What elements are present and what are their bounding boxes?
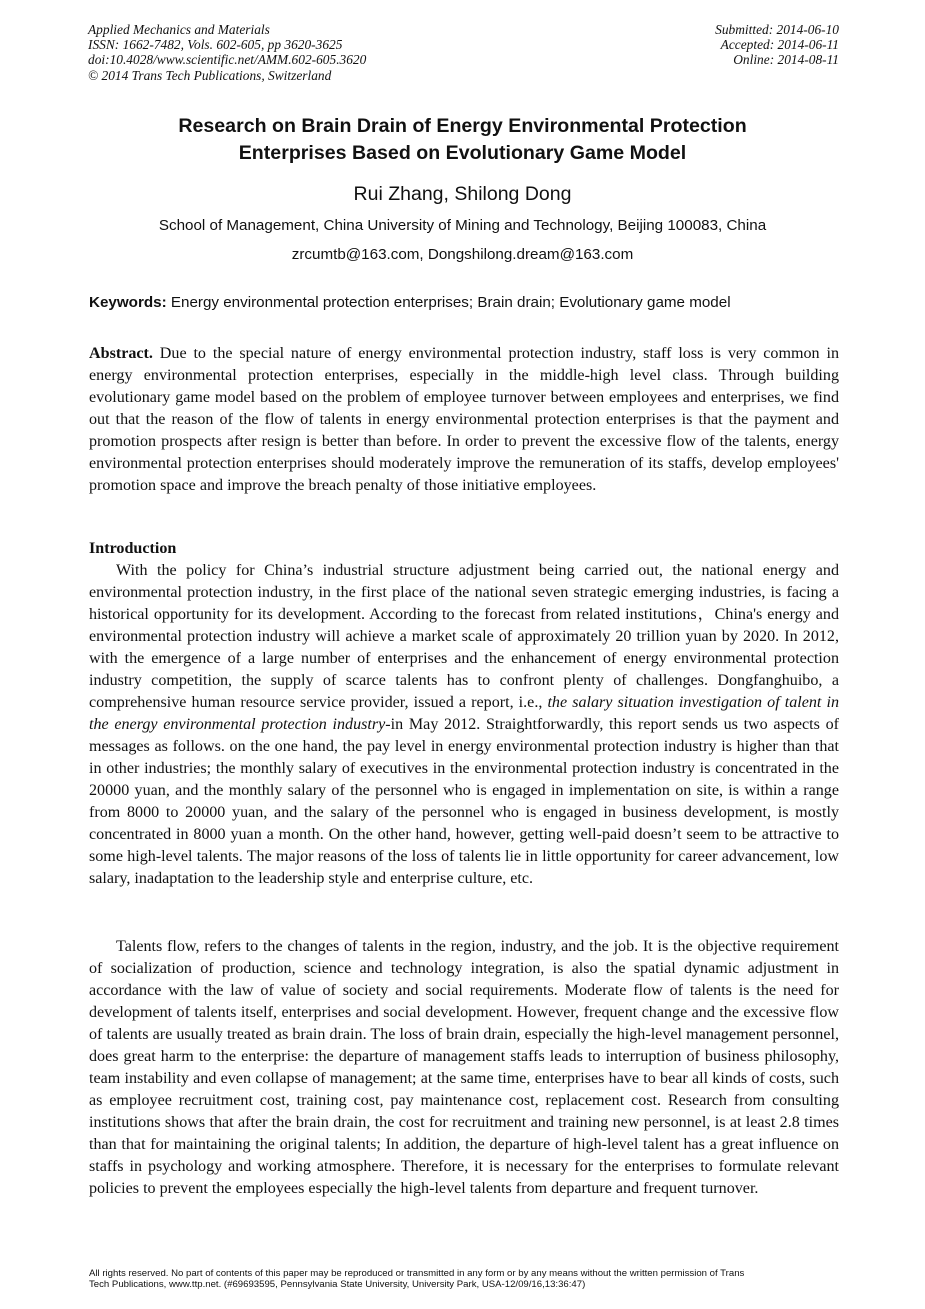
submitted-date: Submitted: 2014-06-10 — [715, 22, 839, 37]
title-line-1: Research on Brain Drain of Energy Environmental Protection — [178, 115, 747, 137]
accepted-date: Accepted: 2014-06-11 — [720, 37, 839, 53]
abstract — [89, 343, 839, 497]
paper-title — [60, 113, 865, 167]
footer-line-2: Tech Publications, www.ttp.net. (#69693595, Pennsylvania State University, University Park, USA-12/09/16,13:36:47) — [89, 1279, 586, 1290]
doi-line: doi:10.4028/www.scientific.net/AMM.602-605.3620 — [88, 52, 367, 68]
author-emails: zrcumtb@163.com, Dongshilong.dream@163.com — [291, 246, 634, 263]
abstract-text: Due to the special nature of energy environmental protection industry, staff loss is very common in energy environmental protection enterprises, especially in the middle-high level class. Through building evolutionary game model based on the problem of employee turnover between employees and enterprises, we find out that the reason of the flow of talents in energy environmental protection enterprises is that the payment and promotion prospects after resign is better than before. In order to prevent the excessive flow of the talents, energy environmental protection enterprises should moderately improve the remuneration of its staffs, develop employees' promotion space and improve the breach penalty of those initiative employees. — [89, 345, 839, 494]
copyright-line: © 2014 Trans Tech Publications, Switzerland — [88, 67, 332, 83]
publication-dates — [715, 22, 839, 68]
keywords-label: Keywords: — [89, 294, 167, 311]
affiliation: School of Management, China University of Mining and Technology, Beijing 100083, China — [158, 217, 767, 234]
title-line-2: Enterprises Based on Evolutionary Game Model — [238, 142, 687, 164]
issn-line: ISSN: 1662-7482, Vols. 602-605, pp 3620-3625 — [88, 37, 343, 53]
introduction-paragraph-1 — [89, 560, 839, 890]
abstract-label: Abstract. — [89, 345, 153, 362]
authors: Rui Zhang, Shilong Dong — [353, 183, 572, 205]
report-title: the salary situation investigation of talent in the energy environmental protection industry — [89, 694, 840, 733]
paragraph-1-text-b: -in May 2012. Straightforwardly, this report sends us two aspects of messages as follows. on the one hand, the pay level in energy environmental protection industry is higher than that in other industries; the monthly salary of executives in the environmental protection industry is concentrated in the 20000 yuan, and the monthly salary of the personnel who is engaged in implementation on site, is within a range from 8000 to 20000 yuan, and the salary of the personnel who is engaged in business development, is mostly concentrated in 8000 yuan a month. On the other hand, however, getting well-paid doesn’t seem to be attractive to some high-level talents. The major reasons of the loss of talents lie in little opportunity for career advancement, low salary, inadaptation to the leadership style and enterprise culture, etc. — [89, 716, 839, 887]
footer-line-1: All rights reserved. No part of contents of this paper may be reproduced or transmitted in any form or by any means without the written permission of Trans — [89, 1268, 745, 1279]
journal-name: Applied Mechanics and Materials — [88, 22, 270, 37]
journal-info — [88, 22, 366, 83]
online-date: Online: 2014-08-11 — [733, 52, 839, 68]
paragraph-1-text-a: With the policy for China’s industrial structure adjustment being carried out, the national energy and environmental protection industry, in the first place of the national seven strategic emerging industries, is facing a historical opportunity for its development. According to the forecast from related institutions，China's energy and environmental protection industry will achieve a market scale of approximately 20 trillion yuan by 2020. In 2012, with the emergence of a large number of enterprises and the enhancement of energy environmental protection industry competition, the supply of scarce talents has to confront plenty of challenges. Dongfanghuibo, a comprehensive human resource service provider, issued a report, i.e., — [89, 562, 839, 711]
rights-footer — [89, 1268, 849, 1290]
introduction-paragraph-2: Talents flow, refers to the changes of talents in the region, industry, and the job. It is the objective requirement of socialization of production, science and technology integration, is also the spatial dynamic adjustment in accordance with the law of value of society and social requirements. Moderate flow of talents is the need for development of talents itself, enterprises and social development. However, frequent change and the excessive flow of talents are usually treated as brain drain. The loss of brain drain, especially the high-level management personnel, does great harm to the enterprise: the departure of management staffs leads to interruption of business philosophy, team instability and even collapse of management; at the same time, enterprises have to bear all kinds of costs, such as employee recruitment cost, training cost, pay maintenance cost, replacement cost. Research from consulting institutions shows that after the brain drain, the cost for recruitment and training new personnel, is at least 2.8 times than that for maintaining the original talents; In addition, the departure of high-level talent has a great influence on staffs in psychology and working atmosphere. Therefore, it is necessary for the enterprises to formulate relevant policies to prevent the employees especially the high-level talents from departure and frequent turnover. — [89, 938, 839, 1197]
section-heading-introduction: Introduction — [89, 540, 177, 557]
keywords — [89, 292, 849, 314]
keywords-text: Energy environmental protection enterprises; Brain drain; Evolutionary game model — [166, 294, 731, 311]
